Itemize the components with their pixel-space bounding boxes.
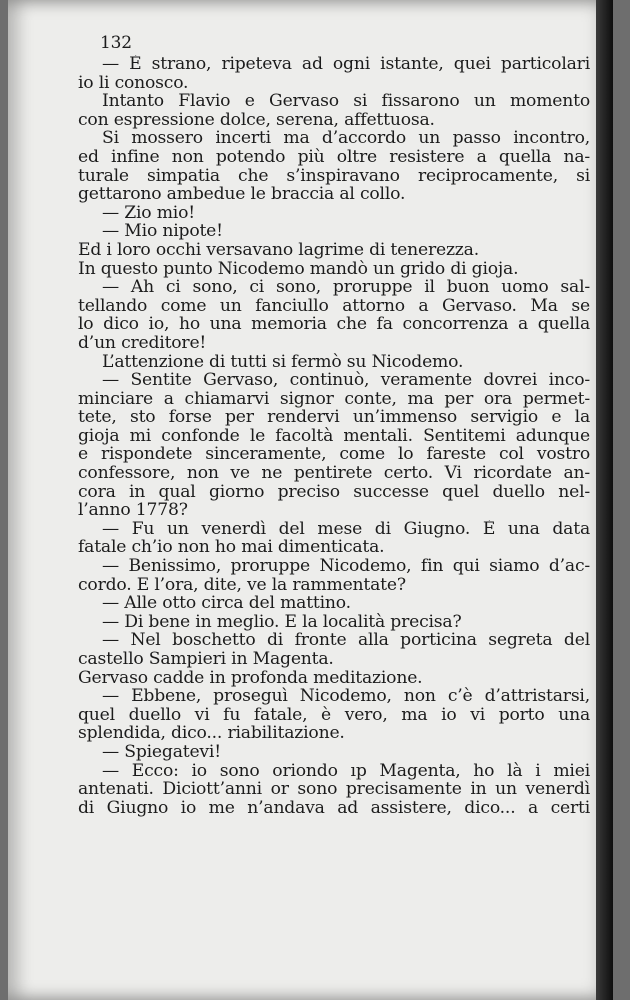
text-line: — Ecco: io sono oriondo ıp Magenta, ho là i miei	[102, 761, 590, 781]
text-line: minciare a chiamarvi signor conte, ma per ora permet-	[78, 389, 590, 409]
text-line: castello Sampieri in Magenta.	[78, 650, 334, 669]
text-line: — Fu un venerdì del mese di Giugno. È una data	[102, 519, 590, 539]
text-line: tellando come un fanciullo attorno a Gervaso. Ma se	[78, 296, 590, 316]
text-line: cora in qual giorno preciso successe quel duello nel-	[78, 482, 590, 502]
text-line: splendida, dico... riabilitazione.	[78, 724, 345, 743]
book-spine-shadow	[596, 0, 613, 1000]
text-line: ed infine non potendo più oltre resistere a quella na-	[78, 147, 590, 167]
text-line: fatale ch’io non ho mai dimenticata.	[78, 538, 385, 558]
text-line: Si mossero incerti ma d’accordo un passo incontro,	[102, 129, 590, 148]
text-line: confessore, non ve ne pentirete certo. Vi ricordate an-	[78, 464, 590, 483]
text-line: — È strano, ripeteva ad ogni istante, quei particolari	[102, 55, 590, 74]
text-line: gettarono ambedue le braccia al collo.	[78, 185, 406, 204]
text-line: quel duello vi fu fatale, è vero, ma io vi porto una	[78, 705, 590, 725]
text-line: — Benissimo, proruppe Nicodemo, fin qui siamo d’ac-	[102, 557, 590, 576]
text-line: — Ah ci sono, ci sono, proruppe il buon uomo sal-	[102, 278, 590, 297]
text-line: gioja mi confonde le facoltà mentali. Sentitemi adunque	[78, 426, 590, 446]
text-line: d’un creditore!	[78, 333, 207, 353]
text-line: cordo. E l’ora, dite, ve la rammentate?	[78, 575, 406, 595]
text-line: — Mio nipote!	[102, 222, 223, 241]
book-page	[8, 0, 613, 1000]
text-line: — Spiegatevi!	[102, 742, 221, 762]
text-line: Ed i loro occhi versavano lagrime di tenerezza.	[78, 240, 479, 260]
text-line: Gervaso cadde in profonda meditazione.	[78, 668, 423, 688]
text-line: tete, sto forse per rendervi un’immenso servigio e la	[78, 408, 590, 427]
text-line: In questo punto Nicodemo mandò un grido di gioja.	[78, 259, 519, 279]
text-line: Intanto Flavio e Gervaso si fissarono un momento	[102, 92, 590, 111]
text-line: di Giugno io me n’andava ad assistere, dico... a certi	[78, 798, 590, 818]
text-line: antenati. Diciott’anni or sono precisamente in un venerdì	[78, 780, 590, 799]
page-number: 132	[100, 33, 132, 53]
text-line: — Ebbene, proseguì Nicodemo, non c’è d’attristarsi,	[102, 687, 590, 706]
text-line: — Zio mio!	[102, 203, 195, 223]
text-line: — Alle otto circa del mattino.	[102, 594, 351, 613]
text-line: e rispondete sinceramente, come lo fareste col vostro	[78, 445, 590, 465]
text-line: — Di bene in meglio. E la località precisa?	[102, 612, 462, 632]
text-line: — Sentite Gervaso, continuò, veramente dovrei inco-	[102, 371, 590, 390]
text-line: io li conosco.	[78, 73, 189, 93]
text-line: l’anno 1778?	[78, 501, 188, 520]
text-line: lo dico io, ho una memoria che fa concorrenza a quella	[78, 315, 590, 334]
text-line: — Nel boschetto di fronte alla porticina segreta del	[102, 631, 590, 650]
text-line: L’attenzione di tutti si fermò su Nicodemo.	[102, 352, 464, 372]
text-line: turale simpatia che s’inspiravano reciprocamente, si	[78, 166, 590, 186]
page-text-block	[78, 32, 590, 817]
text-line: con espressione dolce, serena, affettuosa.	[78, 110, 435, 130]
